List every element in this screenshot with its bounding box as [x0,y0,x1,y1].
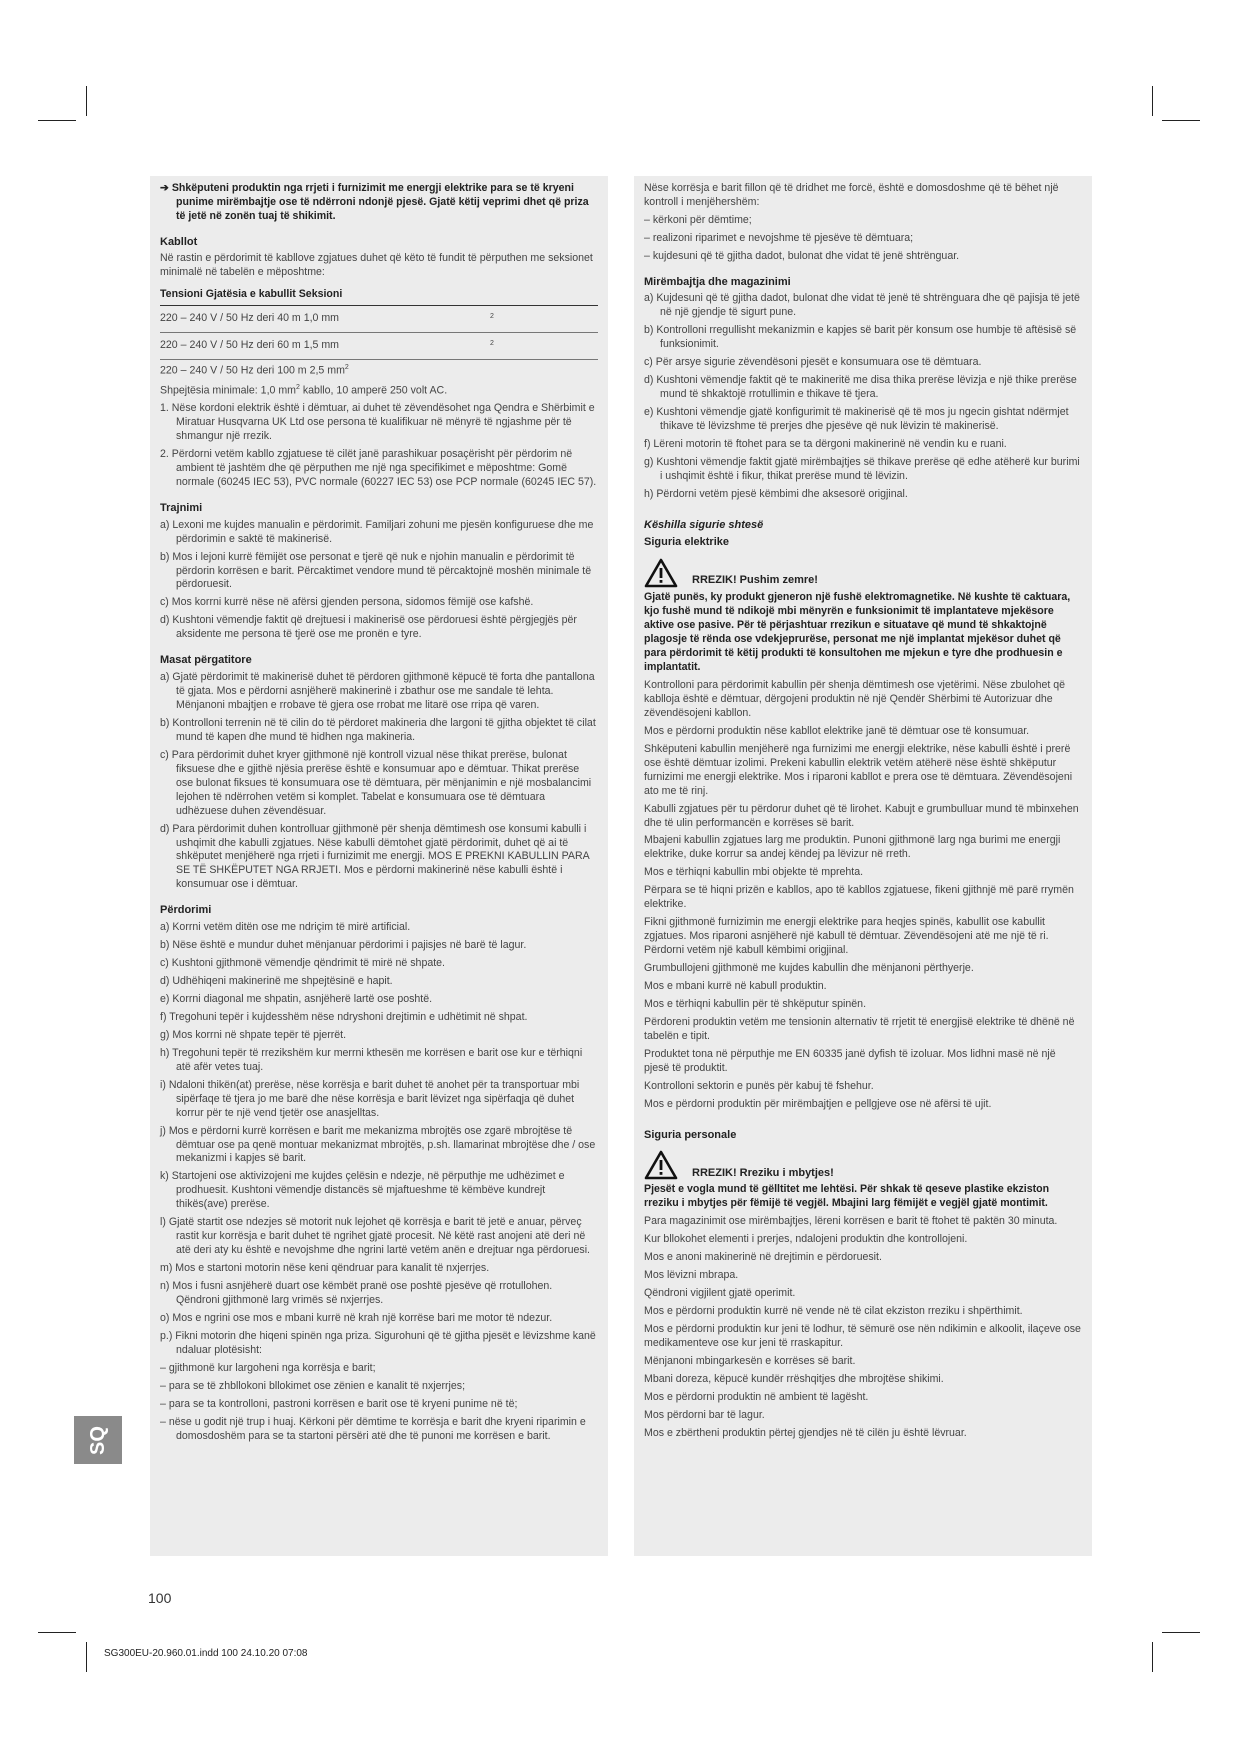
paragraph: Mbani doreza, këpucë kundër rrëshqitjes dhe mbrojtëse shikimi. [644,1373,944,1386]
list-item: j) Mos e përdorni kurrë korrësen e barit me mekanizma mbrojtës ose zgarë mbrojtëse të dëmtuar ose pa qenë montuar mekanizmat mbrojtës, p.sh. llamarinat mbrojtëse dhe / ose mekanizmi i kapjes së barit. [160,1124,596,1165]
paragraph: Mos e përdorni produktin për mirëmbajtjen e pellgjeve ose në afërsi të ujit. [644,1097,992,1110]
paragraph: Mos përdorni bar të lagur. [644,1409,765,1422]
kabllot-intro: Në rastin e përdorimit të kabllove zgjatues duhet që këto të fundit të përputhen me seksionet minimalë në tabelën e mëposhtme: [160,252,593,279]
list-item: b) Mos i lejoni kurrë fëmijët ose personat e tjerë që nuk e njohin manualin e përdorimit të përdorin korrësen e barit. Përcaktimet vendore mund të përcaktojnë moshën minimale të përdoruesit. [160,550,592,591]
list-item: d) Udhëhiqeni makinerinë me shpejtësinë e hapit. [160,974,393,987]
list-item: a) Korrni vetëm ditën ose me ndriçim të mirë artificial. [160,920,411,933]
paragraph: Fikni gjithmonë furnizimin me energji elektrike para heqjes spinës, kabullit ose kabullit zgjatues. Mos riparoni asnjëherë një kabull të dëmtuar. Zëvendësojeni atë me një të ri. Përdorni vetëm një kabull këmbimi origjinal. [644,916,1049,957]
list-item: g) Mos korrni në shpate tepër të pjerrët. [160,1028,347,1041]
list-item: b) Nëse është e mundur duhet mënjanuar përdorimi i pajisjes në barë të lagur. [160,938,527,951]
list-item: k) Startojeni ose aktivizojeni me kujdes çelësin e ndezje, në përputhje me udhëzimet e prodhuesit. Kushtoni vëmendje distancës së mjaftueshme të këmbëve kundrejt thikës(ave) prerëse. [160,1170,565,1211]
list-item: h) Përdorni vetëm pjesë këmbimi dhe aksesorë origjinal. [644,487,908,500]
section-heading-trajnimi: Trajnimi [160,502,203,515]
crop-mark [38,1632,76,1633]
danger-title: RREZIK! Rreziku i mbytjes! [692,1166,834,1179]
warning-triangle-icon [644,1150,678,1180]
cable-table-row: 220 – 240 V / 50 Hz deri 60 m 1,5 mm 2 [160,333,598,360]
list-item: b) Kontrolloni rregullisht mekanizmin e kapjes së barit për konsum ose humbje të aftësisë së funksionimit. [644,324,1077,351]
paragraph: Mos e zbërtheni produktin përtej gjendjes në të cilën ju është lëvruar. [644,1427,967,1440]
paragraph: Mënjanoni mbingarkesën e korrëses së barit. [644,1355,856,1368]
danger-heading [644,558,1082,588]
list-item: a) Kujdesuni që të gjitha dadot, bulonat dhe vidat të jenë të shtrënguara dhe që pajisja të jetë në një gjendje të sigurt pune. [644,292,1080,319]
paragraph: Mos e mbani kurrë në kabull produktin. [644,980,827,993]
section-heading-perdorimi: Përdorimi [160,904,212,917]
paragraph: Kontrolloni para përdorimit kabullin për shenja dëmtimesh ose vjetërimi. Nëse zbulohet që kablloja është e dëmtuar, dërgojeni produktin në një Qendër Shërbimi të Autorizuar dhe zëvendësojeni kabllon. [644,678,1066,719]
list-item: c) Mos korrni kurrë nëse në afërsi gjenden persona, sidomos fëmijë ose kafshë. [160,596,534,609]
danger-heading [644,1150,1082,1180]
list-item: b) Kontrolloni terrenin në të cilin do të përdoret makineria dhe largoni të gjitha objektet të cilat mund të kapen dhe mund të hidhen nga makineria. [160,716,596,743]
paragraph: Kontrolloni sektorin e punës për kabuj të fshehur. [644,1080,874,1093]
section-heading-kabllot: Kabllot [160,235,198,248]
list-item: f) Tregohuni tepër i kujdesshëm nëse ndryshoni drejtimin e udhëtimit në shpat. [160,1010,528,1023]
list-item: f) Lëreni motorin të ftohet para se ta dërgoni makinerinë në vendin ku e ruani. [644,438,1007,451]
list-item: 1. Nëse kordoni elektrik është i dëmtuar, ai duhet të zëvendësohet nga Qendra e Shërbimit e Miratuar Husqvarna UK Ltd ose persona të kualifikuar në mënyrë të ngjashme për të shmangur një rrezik. [160,402,595,443]
paragraph: Mos e përdorni produktin nëse kabllot elektrike janë të dëmtuar ose të konsumuar. [644,724,1030,737]
paragraph: Para magazinimit ose mirëmbajtjes, lëreni korrësen e barit të ftohet të paktën 30 minuta. [644,1215,1058,1228]
section-heading-masat: Masat përgatitore [160,654,252,667]
list-item: d) Kushtoni vëmendje faktit që te makineritë me disa thika prerëse lëvizja e një thike prerëse mund të shkaktojë rrotullimin e thikave të tjera. [644,374,1077,401]
paragraph: Shkëputeni kabullin menjëherë nga furnizimi me energji elektrike, nëse kabulli është i prerë ose është dëmtuar izolimi. Prekeni kabullin elektrik vetëm atëherë nëse është shkëputur furnizimi me energji elektrike. Mos i riparoni kabllot e prera ose të dëmtuara. Zëvendësojeni ato me të rinj. [644,742,1073,797]
danger-body: Gjatë punës, ky produkt gjeneron një fushë elektromagnetike. Në kushte të caktuara, kjo fushë mund të ndikojë mbi mënyrën e funksionimit të implantateve mjekësore aktive ose pasive. Për të përjashtuar rrezikun e situatave që mund të shkaktojnë plagosje të rënda ose vdekjeprurëse, personat me një implantat mjekësor duhet që para përdorimit të këtij produkti të konsultohen me mjekun e tyre dhe prodhuesin e implantatit. [644,590,1071,673]
list-item: e) Korrni diagonal me shpatin, asnjëherë lartë ose poshtë. [160,992,433,1005]
list-item: – kërkoni për dëmtime; [644,213,752,226]
crop-mark [38,120,76,121]
list-item: c) Kushtoni gjithmonë vëmendje qëndrimit të mirë në shpate. [160,956,446,969]
list-item: c) Para përdorimit duhet kryer gjithmonë një kontroll vizual nëse thikat prerëse, bulonat fiksuese dhe e gjithë njësia prerëse është e konsumuar apo e dëmtuar. Thikat prerëse ose bulonat fiksues të konsumuara ose të dëmtuara, për mënjanimin e një mosbalancimi lejohen të ndërrohen vetëm si komplet. Tabelat e konsumuara ose të dëmtuara udhëzuese duhen zëvendësuar. [160,748,592,817]
list-item: a) Gjatë përdorimit të makinerisë duhet të përdoren gjithmonë këpucë të forta dhe pantallona të gjata. Mos e përdorni asnjëherë makinerinë i zbathur ose me sandale të lehta. Mënjanoni mbajtjen e rrobave të gjera ose rrobat me litarë ose rripa që varen. [160,670,595,711]
list-item: a) Lexoni me kujdes manualin e përdorimit. Familjari zohuni me pjesën konfiguruese dhe me përdorimin e saktë të makinerisë. [160,518,594,545]
list-item: p.) Fikni motorin dhe hiqeni spinën nga priza. Sigurohuni që të gjitha pjesët e lëvizshme kanë ndaluar plotësisht: [160,1330,596,1357]
paragraph: Mos e anoni makinerinë në drejtimin e përdoruesit. [644,1251,882,1264]
paragraph: Mbajeni kabullin zgjatues larg me produktin. Punoni gjithmonë larg nga burimi me energji elektrike, duke korrur sa andej këndej pa lëvizur në rreth. [644,834,1061,861]
paragraph: Grumbullojeni gjithmonë me kujdes kabullin dhe mënjanoni përthyerje. [644,962,974,975]
list-item: i) Ndaloni thikën(at) prerëse, nëse korrësja e barit duhet të anohet për ta transportuar mbi sipërfaqe të tjera jo me barë dhe nëse korrësja e barit lëvizet nga sipërfaqja që duhet korrur për te një vend tjetër ose anasjelltas. [160,1078,580,1119]
list-item: l) Gjatë startit ose ndezjes së motorit nuk lejohet që korrësja e barit të jetë e anuar, përveç rastit kur korrësja e barit duhet të ngrihet gjatë procesit. Në këtë rast anojeni atë deri në atë deri aty ku është e nevojshme dhe ngrini lartë vetëm anën e drejtuar nga përdoruesi. [160,1216,590,1257]
disconnect-warning: ➔ Shkëputeni produktin nga rrjeti i furnizimit me energji elektrike para se të kryeni punime mirëmbajtje ose të ndërroni ndonjë pjesë. Gjatë këtij veprimi dhet që priza të jetë në zonën tuaj të shikimit. [160,182,589,222]
paragraph: Mos e tërhiqni kabullin mbi objekte të mprehta. [644,866,864,879]
list-item: e) Kushtoni vëmendje gjatë konfigurimit të makinerisë që të mos ju ngecin gishtat ndërmjet thikave të lëvizshme të prerjes dhe pjesëve që nuk lëvizin të makinerisë. [644,406,1069,433]
paragraph: Mos lëvizni mbrapa. [644,1269,739,1282]
vibration-intro: Nëse korrësja e barit fillon që të dridhet me forcë, është e domosdoshme që të bëhet një kontroll i menjëhershëm: [644,182,1059,208]
language-tab: SQ [74,1416,122,1464]
paragraph: Mos e përdorni produktin kur jeni të lodhur, të sëmurë ose nën ndikimin e alkoolit, ilaçeve ose medikamenteve ose kur jeni të rraskapitur. [644,1323,1081,1350]
crop-mark [1152,86,1153,116]
paragraph: Mos e tërhiqni kabullin për të shkëputur spinën. [644,998,867,1011]
list-item: – gjithmonë kur largoheni nga korrësja e barit; [160,1362,376,1375]
list-item: – realizoni riparimet e nevojshme të pjesëve të dëmtuara; [644,231,914,244]
paragraph: Përpara se të hiqni prizën e kabllos, apo të kabllos zgjatuese, fikeni gjithnjë më parë rrymën elektrike. [644,884,1074,911]
list-item: c) Për arsye sigurie zëvendësoni pjesët e konsumuara ose të dëmtuara. [644,356,982,369]
left-column [150,176,608,1556]
warning-triangle-icon [644,558,678,588]
page-number: 100 [148,1590,172,1606]
crop-mark [86,86,87,116]
cable-table-row: 220 – 240 V / 50 Hz deri 40 m 1,0 mm 2 [160,306,598,333]
list-item: n) Mos i fusni asnjëherë duart ose këmbët pranë ose poshtë pjesëve që rrotullohen. Qëndroni gjithmonë larg vrimës së nxjerrjes. [160,1280,553,1307]
right-column [634,176,1092,1556]
list-item: o) Mos e ngrini ose mos e mbani kurrë në krah një korrëse bari me motor të ndezur. [160,1312,553,1325]
cable-table-row: 220 – 240 V / 50 Hz deri 100 m 2,5 $mm^2$ [160,364,349,377]
paragraph: Qëndroni vigjilent gjatë operimit. [644,1287,796,1300]
list-item: – nëse u godit një trup i huaj. Kërkoni për dëmtime te korrësja e barit dhe kryeni riparimin e domosdoshëm para se ta startoni përsëri atë dhe të punoni me korrësen e barit. [160,1415,586,1442]
paragraph: Përdoreni produktin vetëm me tensionin alternativ të rrjetit të energjisë elektrike të dhënë në tabelën e tipit. [644,1016,1075,1043]
section-heading-mirembajtja: Mirëmbajtja dhe magazinimi [644,275,791,288]
paragraph: Produktet tona në përputhje me EN 60335 janë dyfish të izoluar. Mos lidhni masë në një pjesë të produktit. [644,1048,1056,1075]
paragraph: Mos e përdorni produktin kurrë në vende në të cilat ekziston rreziku i shpërthimit. [644,1305,1023,1318]
list-item: 2. Përdorni vetëm kabllo zgjatuese të cilët janë parashikuar posaçërisht për përdorim në ambient të jashtëm dhe që përputhen me një nga specifikimet e mëposhtme: Gomë normale (60245 IEC 53), PVC normale (60227 IEC 53) ose PCP normale (60245 IEC 57). [160,448,597,489]
danger-title: RREZIK! Pushim zemre! [692,574,818,587]
footer-file-info: SG300EU-20.960.01.indd 100 24.10.20 07:08 [104,1648,308,1659]
crop-mark [86,1642,87,1672]
cable-table-header: Tensioni Gjatësia e kabullit Seksioni [160,286,598,306]
paragraph: Kur bllokohet elementi i prerjes, ndalojeni produktin dhe kontrollojeni. [644,1233,968,1246]
crop-mark [1152,1642,1153,1672]
list-item: – para se ta kontrolloni, pastroni korrësen e barit ose të kryeni punime në të; [160,1398,518,1410]
paragraph: Kabulli zgjatues për tu përdorur duhet që të lirohet. Kabujt e grumbulluar mund të mbinxehen dhe të ulin performancën e korrëses së barit. [644,802,1079,829]
crop-mark [1162,1632,1200,1633]
min-speed-note: Shpejtësia minimale: 1,0 $mm^2$ kabllo, 10 amperë 250 volt AC. [160,383,448,397]
paragraph: Mos e përdorni produktin në ambient të lagësht. [644,1391,869,1404]
list-item: d) Para përdorimit duhen kontrolluar gjithmonë për shenja dëmtimesh ose konsumi kabulli i ushqimit dhe kabulli zgjatues. Nëse kabulli dëmtohet gjatë përdorimit, duhet që ai të shkëputet menjëherë nga rrjeti i furnizimit me energji. MOS E PREKNI KABULLIN PARA SE TË SHKËPUTET NGA RRJETI. Mos e përdorni makinerinë nëse kabulli është i konsumuar ose i dëmtuar. [160,822,590,891]
list-item: d) Kushtoni vëmendje faktit që drejtuesi i makinerisë ose përdoruesi është përgjegjës për aksidente me persona të tjerë ose me pronën e tyre. [160,614,577,641]
section-heading-personale: Siguria personale [644,1128,737,1141]
section-heading-keshilla: Këshilla sigurie shtesë [644,518,764,531]
list-item: – para se të zhbllokoni bllokimet ose zënien e kanalit të nxjerrjes; [160,1380,466,1393]
danger-body: Pjesët e vogla mund të gëlltitet me lehtësi. Për shkak të qeseve plastike ekziston rreziku i mbytjes për fëmijë të vegjël. Mbajini larg fëmijët e vegjël gjatë montimit. [644,1183,1050,1210]
section-heading-elektrike: Siguria elektrike [644,536,729,549]
crop-mark [1162,120,1200,121]
list-item: g) Kushtoni vëmendje faktit gjatë mirëmbajtjes së thikave prerëse që edhe atëherë kur burimi i ushqimit është i fikur, thikat prerëse mund të lëvizin. [644,456,1080,483]
arrow-right-icon: ➔ [160,182,172,194]
cable-table [160,286,598,378]
list-item: h) Tregohuni tepër të rrezikshëm kur merrni kthesën me korrësen e barit ose kur e tërhiqni atë afër vetes tuaj. [160,1046,583,1073]
list-item: m) Mos e startoni motorin nëse keni qëndruar para kanalit të nxjerrjes. [160,1262,490,1275]
list-item: – kujdesuni që të gjitha dadot, bulonat dhe vidat të jenë shtrënguar. [644,249,960,262]
